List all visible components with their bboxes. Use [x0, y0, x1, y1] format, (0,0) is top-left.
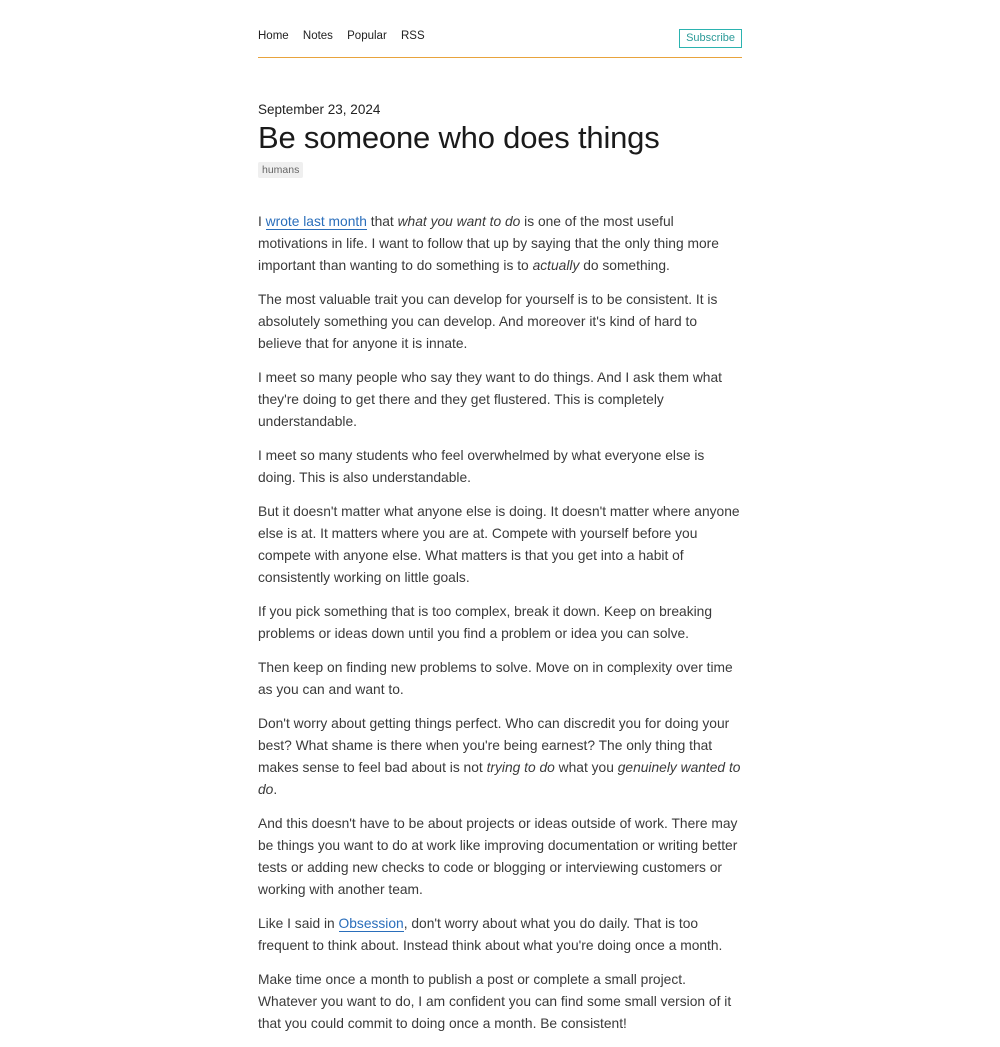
- page-container: [258, 0, 742, 1047]
- emphasis-text: genuinely wanted to do: [258, 760, 741, 797]
- nav-links: [258, 30, 436, 42]
- text-span: .: [273, 782, 278, 797]
- text-span: Don't worry about getting things perfect. Who can discredit you for doing your best? What shame is there when you're being earnest? The only thing that makes sense to feel bad about is not: [258, 716, 730, 775]
- text-span: I: [258, 214, 266, 229]
- paragraph-1: [258, 211, 742, 277]
- subscribe-button[interactable]: Subscribe: [679, 29, 742, 48]
- paragraph-9: And this doesn't have to be about projects or ideas outside of work. There may be things you want to do at work like improving documentation or writing better tests or adding new checks to code or blogging or interviewing customers or working with another team.: [258, 816, 738, 897]
- tag-badge[interactable]: humans: [258, 162, 303, 178]
- emphasis-text: trying to do: [486, 760, 555, 775]
- paragraph-6: If you pick something that is too complex, break it down. Keep on breaking problems or ideas down until you find a problem or idea you can solve.: [258, 604, 713, 641]
- text-span: what you: [554, 760, 618, 775]
- page-title: Be someone who does things: [258, 120, 660, 155]
- emphasis-text: what you want to do: [397, 214, 521, 229]
- paragraph-7: Then keep on finding new problems to solve. Move on in complexity over time as you can and want to.: [258, 660, 733, 697]
- paragraph-4: I meet so many students who feel overwhelmed by what everyone else is doing. This is also understandable.: [258, 448, 705, 485]
- paragraph-8: [258, 713, 742, 801]
- wrote-last-month-link[interactable]: wrote last month: [265, 214, 367, 229]
- paragraph-10: [258, 913, 742, 957]
- text-span: that: [366, 214, 398, 229]
- paragraph-5: But it doesn't matter what anyone else is doing. It doesn't matter where anyone else is at. It matters where you are at. Compete with yourself before you compete with anyone else. What matters is that you get into a habit of consistently working on little goals.: [258, 504, 740, 585]
- nav-notes-link[interactable]: Notes: [302, 30, 333, 42]
- paragraph-11: Make time once a month to publish a post or complete a small project. Whatever you want to do, I am confident you can find some small version of it that you could commit to doing once a month. Be consistent!: [258, 972, 732, 1031]
- text-span: is one of the most useful motivations in life. I want to follow that up by saying that the only thing more important than wanting to do something is to: [258, 214, 719, 273]
- article-body: [258, 211, 742, 1035]
- obsession-link[interactable]: Obsession: [338, 916, 404, 931]
- emphasis-text: actually: [532, 258, 580, 273]
- post-date: September 23, 2024: [258, 102, 381, 117]
- paragraph-2: The most valuable trait you can develop for yourself is to be consistent. It is absolutely something you can develop. And moreover it's kind of hard to believe that for anyone it is innate.: [258, 292, 718, 351]
- top-nav: [258, 0, 742, 58]
- text-span: do something.: [579, 258, 670, 273]
- nav-rss-link[interactable]: RSS: [400, 30, 425, 42]
- nav-home-link[interactable]: Home: [258, 30, 289, 42]
- text-span: Like I said in: [258, 916, 339, 931]
- text-span: , don't worry about what you do daily. That is too frequent to think about. Instead think about what you're doing once a month.: [258, 916, 723, 953]
- paragraph-3: I meet so many people who say they want to do things. And I ask them what they're doing to get there and they get flustered. This is completely understandable.: [258, 370, 722, 429]
- nav-popular-link[interactable]: Popular: [347, 30, 387, 42]
